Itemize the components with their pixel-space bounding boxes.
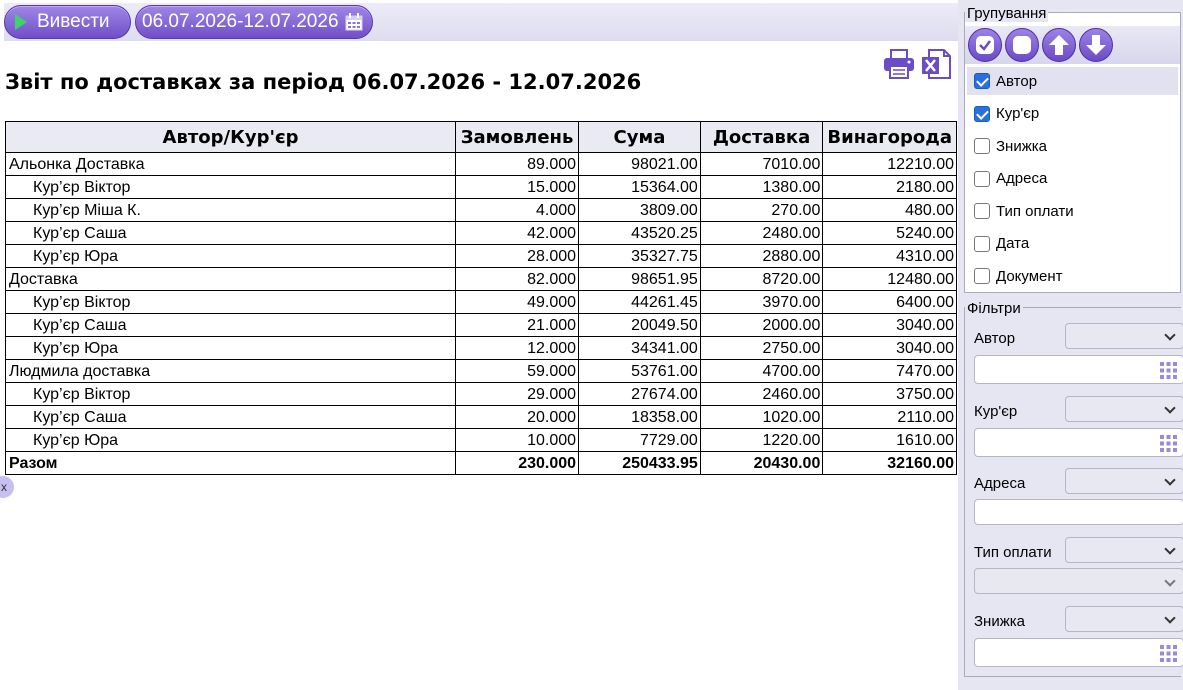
row-name: Кур’єр Віктор <box>6 291 456 314</box>
courier-row <box>6 245 957 268</box>
row-orders: 10.000 <box>456 429 579 452</box>
check-all-button[interactable] <box>968 28 1002 62</box>
row-sum: 18358.00 <box>579 406 701 429</box>
author-row <box>6 360 957 383</box>
payment-type-filter-select[interactable] <box>1065 537 1183 563</box>
row-delivery: 3970.00 <box>700 291 823 314</box>
row-orders: 42.000 <box>456 222 579 245</box>
row-name: Доставка <box>6 268 456 291</box>
grouping-option[interactable] <box>967 197 1178 225</box>
move-down-button[interactable] <box>1079 28 1113 62</box>
payment-type-filter-label: Тип оплати <box>974 544 1052 561</box>
row-reward: 480.00 <box>823 199 957 222</box>
uncheck-all-button[interactable] <box>1005 28 1039 62</box>
period-label: 06.07.2026-12.07.2026 <box>142 11 339 32</box>
row-name: Кур’єр Юра <box>6 337 456 360</box>
courier-filter-input[interactable] <box>974 428 1183 457</box>
row-delivery: 2460.00 <box>700 383 823 406</box>
row-delivery: 4700.00 <box>700 360 823 383</box>
row-name: Кур’єр Саша <box>6 222 456 245</box>
grouping-option-label: Дата <box>996 235 1030 252</box>
grouping-option-label: Автор <box>996 72 1038 90</box>
excel-export-icon[interactable] <box>920 48 952 80</box>
author-filter-select[interactable] <box>1065 323 1183 349</box>
author-filter-input[interactable] <box>974 355 1183 384</box>
grouping-option-label: Знижка <box>996 137 1047 155</box>
grouping-checkbox[interactable] <box>974 171 990 187</box>
courier-row <box>6 337 957 360</box>
grouping-option[interactable] <box>967 67 1178 95</box>
total-reward: 32160.00 <box>823 452 957 475</box>
row-sum: 98021.00 <box>579 153 701 176</box>
courier-row <box>6 406 957 429</box>
discount-filter-select[interactable] <box>1065 606 1183 632</box>
top-toolbar <box>4 3 958 41</box>
row-delivery: 2880.00 <box>700 245 823 268</box>
address-filter-select[interactable] <box>1065 468 1183 494</box>
row-reward: 5240.00 <box>823 222 957 245</box>
grouping-option-label: Кур'єр <box>996 105 1040 122</box>
grouping-option-label: Документ <box>996 267 1063 285</box>
address-filter-input[interactable] <box>974 499 1183 525</box>
arrow-down-icon <box>1085 34 1107 56</box>
grouping-checkbox[interactable] <box>974 236 990 252</box>
column-header-orders: Замовлень <box>456 122 579 153</box>
filters-legend: Фільтри <box>967 300 1021 317</box>
row-name: Людмила доставка <box>6 360 456 383</box>
row-name: Кур’єр Саша <box>6 406 456 429</box>
row-name: Кур’єр Юра <box>6 245 456 268</box>
grouping-box <box>964 12 1181 293</box>
run-button-label: Вивести <box>37 11 110 32</box>
row-reward: 4310.00 <box>823 245 957 268</box>
payment-type-filter-value[interactable] <box>974 568 1183 594</box>
run-report-button[interactable] <box>4 5 131 39</box>
row-orders: 21.000 <box>456 314 579 337</box>
courier-filter-label: Кур'єр <box>974 403 1018 420</box>
row-reward: 3040.00 <box>823 337 957 360</box>
row-delivery: 1380.00 <box>700 176 823 199</box>
grouping-option[interactable] <box>967 132 1178 160</box>
play-icon <box>15 14 27 30</box>
row-sum: 35327.75 <box>579 245 701 268</box>
row-orders: 15.000 <box>456 176 579 199</box>
total-row <box>6 452 957 475</box>
row-name: Кур’єр Віктор <box>6 383 456 406</box>
row-delivery: 2480.00 <box>700 222 823 245</box>
grid-icon[interactable] <box>1160 362 1177 379</box>
row-reward: 1610.00 <box>823 429 957 452</box>
table-body <box>6 153 957 452</box>
row-sum: 27674.00 <box>579 383 701 406</box>
report-table <box>5 121 957 475</box>
grouping-checkbox[interactable] <box>974 138 990 154</box>
row-orders: 82.000 <box>456 268 579 291</box>
filters-box <box>964 307 1181 677</box>
row-reward: 6400.00 <box>823 291 957 314</box>
row-sum: 43520.25 <box>579 222 701 245</box>
grouping-option[interactable] <box>967 100 1178 128</box>
total-label: Разом <box>6 452 456 475</box>
uncheck-all-icon <box>1011 34 1033 56</box>
discount-filter-input[interactable] <box>974 638 1183 667</box>
row-reward: 3040.00 <box>823 314 957 337</box>
row-orders: 89.000 <box>456 153 579 176</box>
total-delivery: 20430.00 <box>700 452 823 475</box>
column-header-reward: Винагорода <box>823 122 957 153</box>
grouping-legend: Групування <box>967 5 1047 22</box>
row-orders: 28.000 <box>456 245 579 268</box>
courier-row <box>6 222 957 245</box>
row-orders: 29.000 <box>456 383 579 406</box>
total-sum: 250433.95 <box>579 452 701 475</box>
row-delivery: 8720.00 <box>700 268 823 291</box>
settings-panel <box>958 0 1183 690</box>
row-sum: 20049.50 <box>579 314 701 337</box>
grouping-checkbox[interactable] <box>974 73 990 89</box>
row-delivery: 1020.00 <box>700 406 823 429</box>
move-up-button[interactable] <box>1042 28 1076 62</box>
total-orders: 230.000 <box>456 452 579 475</box>
grouping-option[interactable] <box>967 165 1178 193</box>
row-orders: 49.000 <box>456 291 579 314</box>
grouping-buttons <box>965 26 1180 64</box>
row-delivery: 1220.00 <box>700 429 823 452</box>
grouping-option-label: Адреса <box>996 170 1048 187</box>
row-name: Кур’єр Віктор <box>6 176 456 199</box>
row-sum: 3809.00 <box>579 199 701 222</box>
grouping-option[interactable] <box>967 262 1178 290</box>
report-title: Звіт по доставках за період 06.07.2026 - 12.07.2026 <box>5 70 642 94</box>
row-name: Альонка Доставка <box>6 153 456 176</box>
address-filter-label: Адреса <box>974 475 1026 492</box>
row-delivery: 7010.00 <box>700 153 823 176</box>
row-delivery: 2750.00 <box>700 337 823 360</box>
row-reward: 2110.00 <box>823 406 957 429</box>
row-orders: 59.000 <box>456 360 579 383</box>
row-sum: 7729.00 <box>579 429 701 452</box>
grouping-checkbox[interactable] <box>974 268 990 284</box>
courier-row <box>6 314 957 337</box>
row-reward: 7470.00 <box>823 360 957 383</box>
print-icon[interactable] <box>883 49 915 79</box>
row-name: Кур’єр Міша К. <box>6 199 456 222</box>
grouping-option[interactable] <box>967 230 1178 258</box>
column-header-sum: Сума <box>579 122 701 153</box>
row-sum: 44261.45 <box>579 291 701 314</box>
row-orders: 12.000 <box>456 337 579 360</box>
row-orders: 20.000 <box>456 406 579 429</box>
author-filter-label: Автор <box>974 330 1016 347</box>
courier-row <box>6 429 957 452</box>
grid-icon[interactable] <box>1160 645 1177 662</box>
grid-icon[interactable] <box>1160 435 1177 452</box>
courier-row <box>6 199 957 222</box>
column-header-author: Автор/Кур'єр <box>6 122 456 153</box>
grouping-checkbox[interactable] <box>974 203 990 219</box>
grouping-checkbox[interactable] <box>974 106 990 122</box>
row-sum: 53761.00 <box>579 360 701 383</box>
row-orders: 4.000 <box>456 199 579 222</box>
row-reward: 3750.00 <box>823 383 957 406</box>
row-delivery: 2000.00 <box>700 314 823 337</box>
courier-row <box>6 383 957 406</box>
period-button[interactable] <box>135 5 373 39</box>
discount-filter-label: Знижка <box>974 613 1025 630</box>
table-header-row <box>6 122 957 153</box>
row-reward: 12480.00 <box>823 268 957 291</box>
row-sum: 15364.00 <box>579 176 701 199</box>
row-reward: 12210.00 <box>823 153 957 176</box>
row-sum: 98651.95 <box>579 268 701 291</box>
author-row <box>6 268 957 291</box>
calendar-icon <box>345 13 363 31</box>
row-name: Кур’єр Саша <box>6 314 456 337</box>
author-row <box>6 153 957 176</box>
grouping-option-label: Тип оплати <box>996 202 1074 220</box>
collapse-side-tab[interactable]: x <box>0 476 14 498</box>
courier-row <box>6 291 957 314</box>
check-all-icon <box>974 34 996 56</box>
row-delivery: 270.00 <box>700 199 823 222</box>
row-sum: 34341.00 <box>579 337 701 360</box>
courier-row <box>6 176 957 199</box>
arrow-up-icon <box>1048 34 1070 56</box>
column-header-delivery: Доставка <box>700 122 823 153</box>
row-reward: 2180.00 <box>823 176 957 199</box>
courier-filter-select[interactable] <box>1065 396 1183 422</box>
row-name: Кур’єр Юра <box>6 429 456 452</box>
